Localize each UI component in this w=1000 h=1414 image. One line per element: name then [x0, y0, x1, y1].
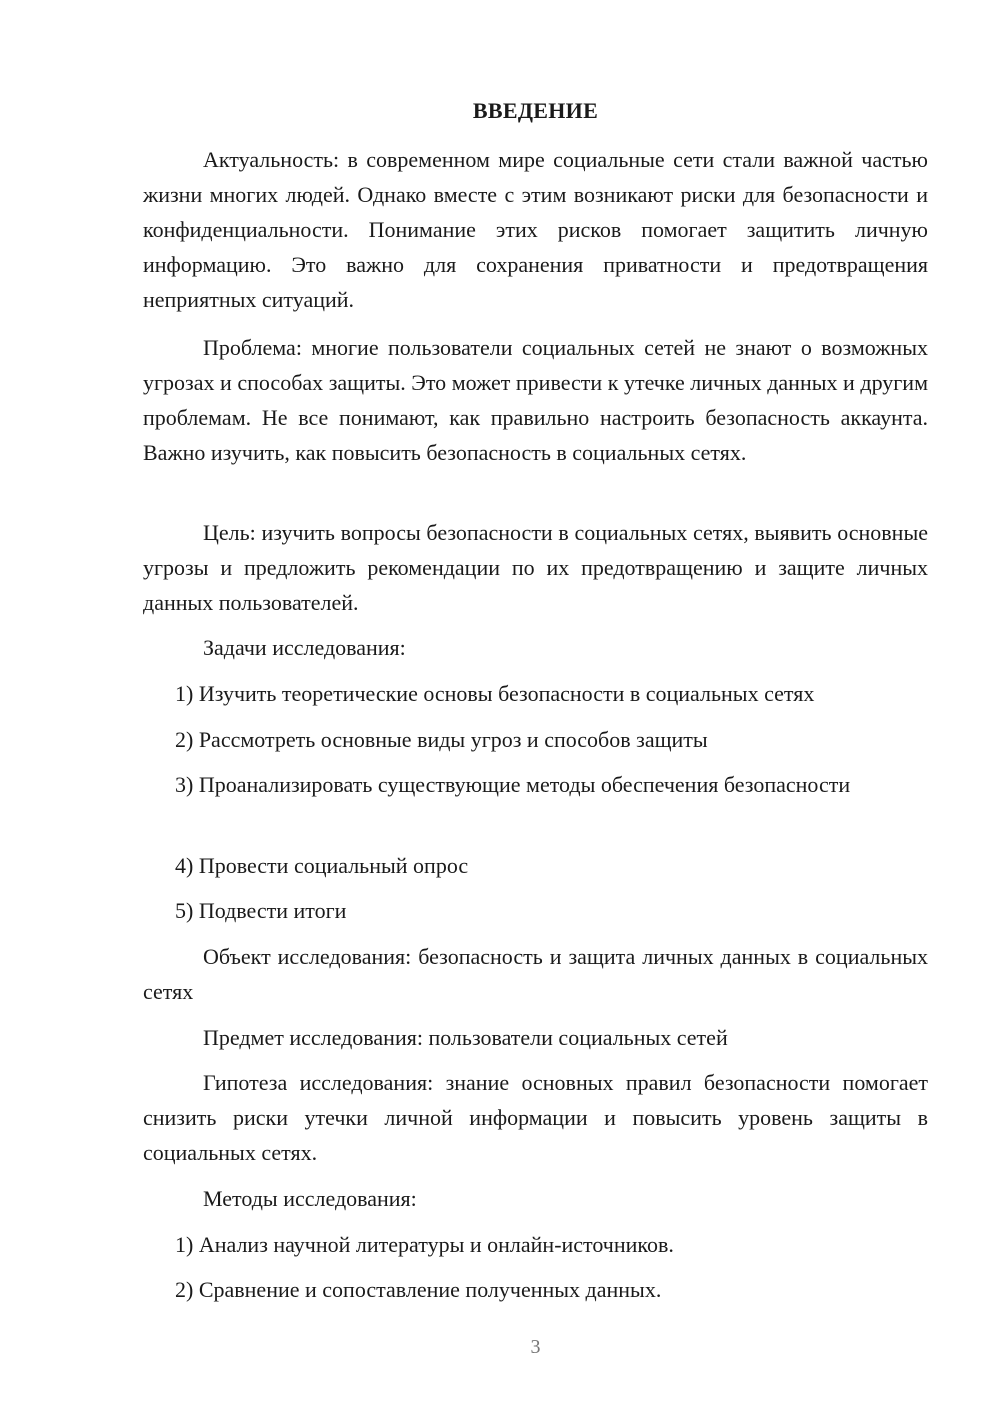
- methods-heading: Методы исследования:: [203, 1186, 417, 1211]
- page-number: 3: [530, 1336, 541, 1358]
- task-item: 3) Проанализировать существующие методы обеспечения безопасности: [175, 772, 851, 797]
- hypothesis-paragraph: Гипотеза исследования: знание основных правил безопасности помогает снизить риски утечки личной информации и повысить уровень защиты в социальных сетях.: [143, 1070, 928, 1165]
- task-item: 4) Провести социальный опрос: [175, 853, 469, 878]
- method-item: 2) Сравнение и сопоставление полученных данных.: [175, 1277, 662, 1302]
- section-heading: ВВЕДЕНИЕ: [472, 98, 599, 123]
- problem-paragraph: Проблема: многие пользователи социальных сетей не знают о возможных угрозах и способах защиты. Это может привести к утечке личных данных и другим проблемам. Не все понимают, как правильно настроить безопасность аккаунта. Важно изучить, как повысить безопасность в социальных сетях.: [143, 335, 928, 465]
- subject-paragraph: Предмет исследования: пользователи социальных сетей: [203, 1025, 728, 1050]
- relevance-paragraph: Актуальность: в современном мире социальные сети стали важной частью жизни многих людей. Однако вместе с этим возникают риски для безопасности и конфиденциальности. Понимание этих рисков помогает защитить личную информацию. Это важно для сохранения приватности и предотвращения неприятных ситуаций.: [143, 147, 928, 312]
- task-item: 1) Изучить теоретические основы безопасности в социальных сетях: [175, 681, 815, 706]
- object-paragraph: Объект исследования: безопасность и защита личных данных в социальных сетях: [143, 944, 928, 1004]
- task-item: 2) Рассмотреть основные виды угроз и способов защиты: [175, 727, 708, 752]
- tasks-heading: Задачи исследования:: [203, 635, 406, 660]
- goal-paragraph: Цель: изучить вопросы безопасности в социальных сетях, выявить основные угрозы и предложить рекомендации по их предотвращению и защите личных данных пользователей.: [143, 520, 928, 615]
- method-item: 1) Анализ научной литературы и онлайн-источников.: [175, 1232, 674, 1257]
- document-page: [143, 0, 928, 1414]
- task-item: 5) Подвести итоги: [175, 898, 347, 923]
